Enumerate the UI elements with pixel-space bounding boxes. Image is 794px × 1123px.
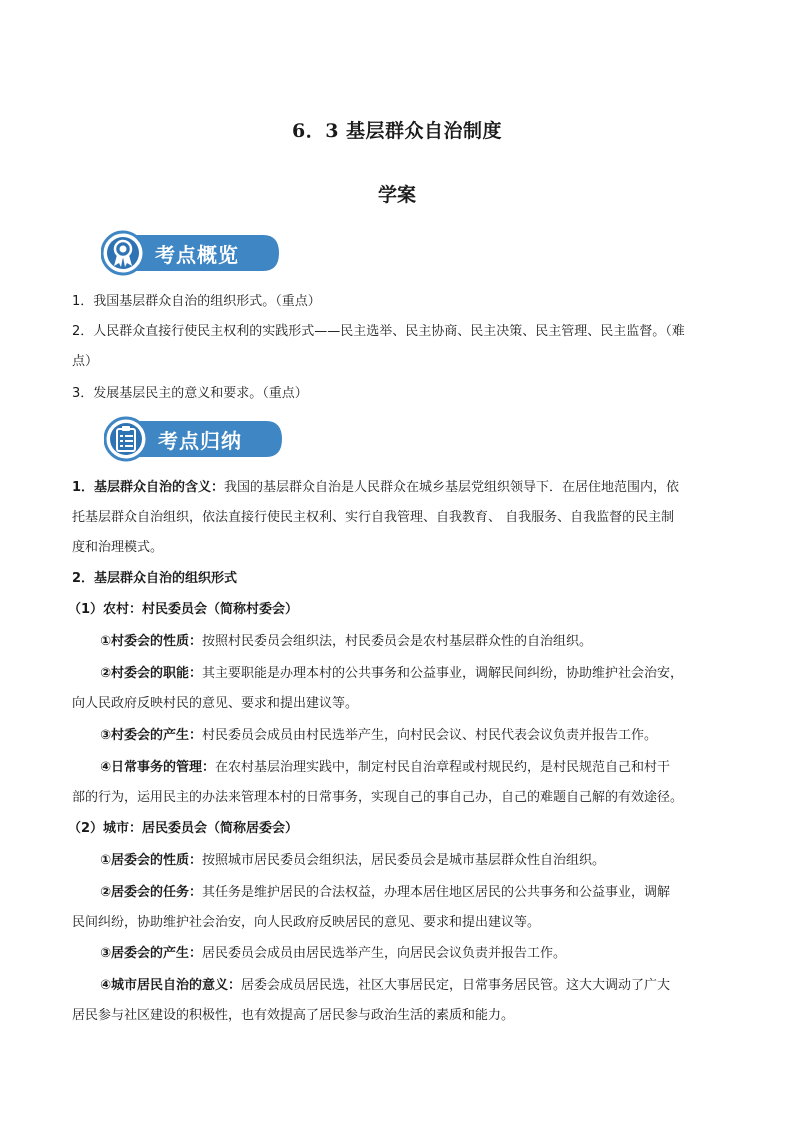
section-1-line-3: 度和治理模式。 (72, 540, 164, 555)
summary-banner (104, 416, 286, 462)
urban-item-2-cont: 民间纠纷，协助维护社会治安，向人民政府反映居民的意见、要求和提出建议等。 (72, 915, 541, 930)
urban-item-1-label: ①居委会的性质： (100, 853, 203, 868)
rural-heading-text: （1）农村：村民委员会（简称村委会） (68, 602, 299, 617)
urban-item-2-text: 其任务是维护居民的合法权益，办理本居住地区居民的公共事务和公益事业，调解 (202, 885, 671, 900)
urban-item-1-text: 按照城市居民委员会组织法，居民委员会是城市基层群众性自治组织。 (202, 853, 606, 868)
rural-item-1-label: ①村委会的性质： (100, 634, 203, 649)
rural-item-4-text: 在农村基层治理实践中，制定村民自治章程或村规民约，是村民规范自己和村干 (215, 760, 671, 775)
section-2-heading (72, 569, 732, 589)
award-icon (109, 238, 137, 268)
rural-item-3-text: 村民委员会成员由村民选举产生，向村民会议、村民代表会议负责并报告工作。 (202, 728, 658, 743)
section-1-line-1 (72, 478, 732, 498)
rural-item-1-text: 按照村民委员会组织法，村民委员会是农村基层群众性的自治组织。 (202, 634, 593, 649)
rural-item-2-label: ②村委会的职能： (100, 666, 203, 681)
urban-item-2-label: ②居委会的任务： (100, 885, 203, 900)
page-subtitle: 学案 (377, 184, 416, 206)
urban-item-2 (100, 883, 732, 903)
rural-heading (68, 600, 728, 620)
rural-item-3 (100, 726, 732, 746)
urban-item-1 (100, 851, 732, 871)
overview-item-2-cont: 点） (72, 354, 99, 369)
urban-item-4-cont: 居民参与社区建设的积极性，也有效提高了居民参与政治生活的素质和能力。 (72, 1008, 515, 1023)
rural-item-1 (100, 632, 732, 652)
page-title: 6．3 基层群众自治制度 (291, 120, 503, 142)
urban-heading (68, 819, 728, 839)
rural-item-4-cont: 部的行为，运用民主的办法来管理本村的日常事务，实现自己的事自己办，自己的难题自己解的有效途径。 (72, 790, 684, 805)
summary-banner-label: 考点归纳 (158, 429, 242, 453)
rural-item-4 (100, 758, 732, 778)
section-2-heading-text: 2．基层群众自治的组织形式 (72, 571, 238, 586)
urban-item-3 (100, 944, 732, 964)
overview-banner (101, 230, 283, 276)
urban-item-3-label: ③居委会的产生： (100, 946, 203, 961)
overview-banner-label: 考点概览 (155, 243, 239, 267)
urban-item-4-label: ④城市居民自治的意义： (100, 978, 242, 993)
clipboard-icon (114, 425, 138, 453)
section-1-text: 我国的基层群众自治是人民群众在城乡基层党组织领导下．在居住地范围内，依 (224, 480, 680, 495)
overview-item-2: 2．人民群众直接行使民主权利的实践形式——民主选举、民主协商、民主决策、民主管理、民主监督。（难 (72, 324, 685, 339)
overview-item-3: 3．发展基层民主的意义和要求。（重点） (72, 386, 308, 401)
urban-item-3-text: 居民委员会成员由居民选举产生，向居民会议负责并报告工作。 (202, 946, 567, 961)
rural-item-2-text: 其主要职能是办理本村的公共事务和公益事业，调解民间纠纷，协助维护社会治安， (202, 666, 684, 681)
urban-item-4-text: 居委会成员居民选，社区大事居民定，日常事务居民管。这大大调动了广大 (241, 978, 671, 993)
section-1-line-2: 托基层群众自治组织，依法直接行使民主权利、实行自我管理、自我教育、 自我服务、自我监督的民主制 (72, 510, 675, 525)
overview-item-1: 1．我国基层群众自治的组织形式。（重点） (72, 294, 321, 309)
section-1-heading: 1．基层群众自治的含义： (72, 480, 225, 495)
rural-item-2-cont: 向人民政府反映村民的意见、要求和提出建议等。 (72, 696, 359, 711)
urban-item-4 (100, 976, 732, 996)
rural-item-3-label: ③村委会的产生： (100, 728, 203, 743)
rural-item-2 (100, 664, 732, 684)
rural-item-4-label: ④日常事务的管理： (100, 760, 216, 775)
urban-heading-text: （2）城市：居民委员会（简称居委会） (68, 821, 299, 836)
